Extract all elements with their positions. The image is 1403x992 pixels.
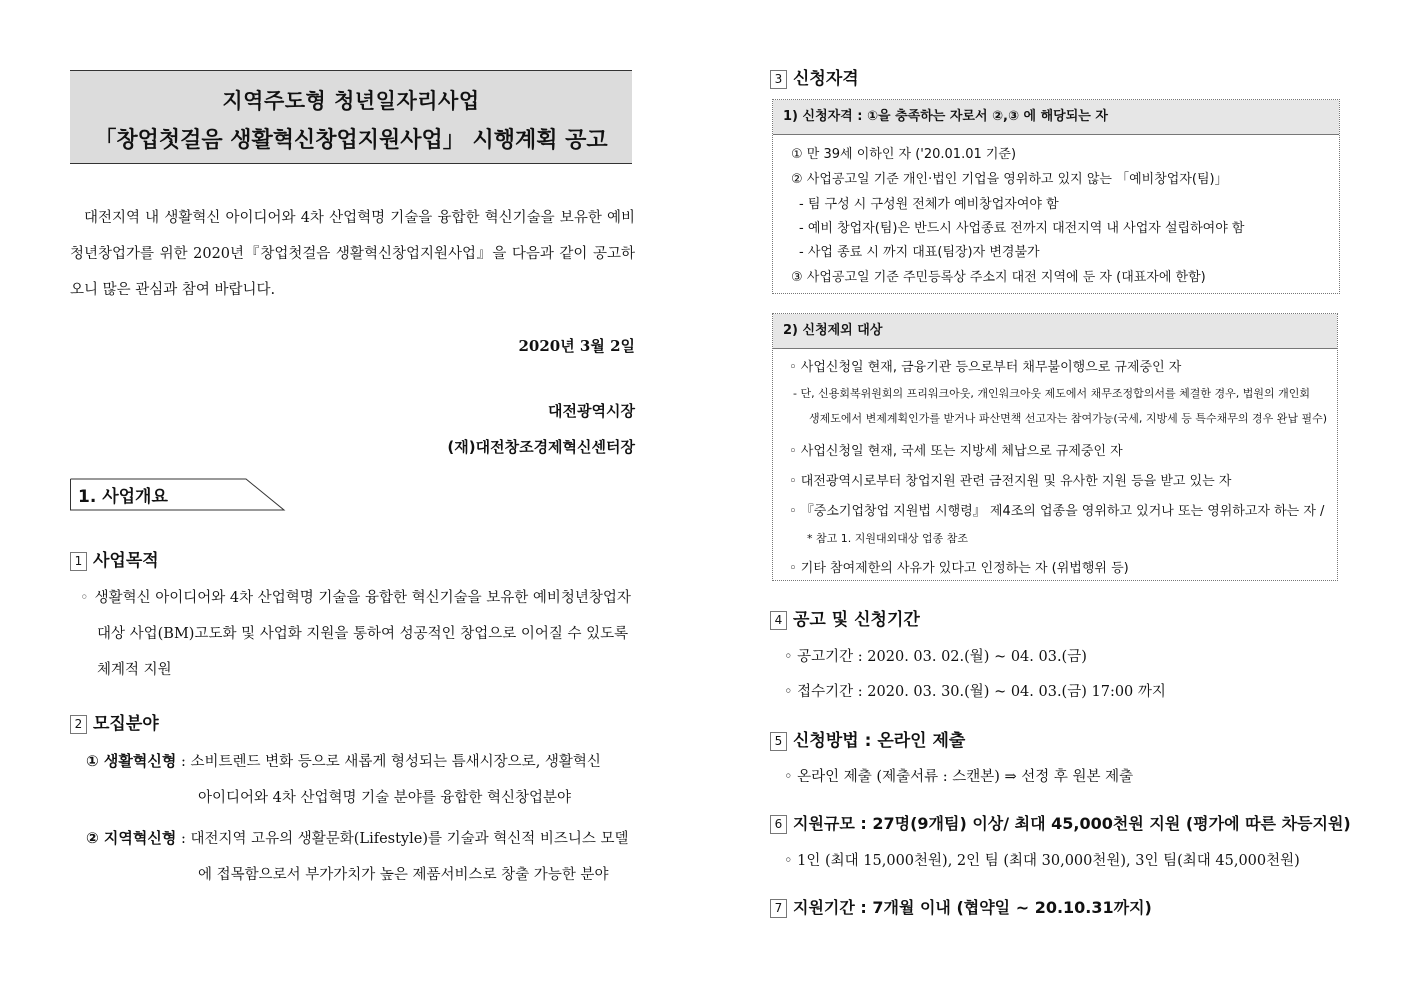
purpose-heading [70, 546, 159, 571]
period-title: 공고 및 신청기간 [793, 610, 920, 630]
scale-title: 지원규모 : 27명(9개팀) 이상/ 최대 45,000천원 지원 (평가에 따른 차등지원) [793, 814, 1351, 833]
field-desc-line: 에 접목함으로서 부가가치가 높은 제품서비스로 창출 가능한 분야 [198, 867, 609, 883]
exclusion-row: ◦ 사업신청일 현재, 금융기관 등으로부터 채무불이행으로 규제중인 자 [789, 360, 1182, 375]
field-desc-line: 아이디어와 4차 산업혁명 기술 분야를 융합한 혁신창업분야 [198, 790, 572, 806]
eligibility-number-box: 3 [770, 70, 787, 89]
fields-number-box: 2 [70, 715, 87, 734]
issuer-center: (재)대전창조경제혁신센터장 [447, 438, 635, 456]
eligibility-heading [770, 64, 859, 89]
eligibility-row: ① 만 39세 이하인 자 ('20.01.01 기준) [791, 147, 1017, 162]
exclusion-row: ◦ 『중소기업창업 지원법 시행령』 제4조의 업종을 영위하고 있거나 또는 영위하고자 하는 자 / [789, 504, 1325, 519]
period-line: ◦ 공고기간 : 2020. 03. 02.(월) ~ 04. 03.(금) [784, 649, 1087, 665]
purpose-content [80, 580, 640, 688]
document-title-box [70, 70, 632, 164]
intro-text: 대전지역 내 생활혁신 아이디어와 4차 산업혁명 기술을 융합한 혁신기술을 보유한 예비청년창업가를 위한 2020년『창업첫걸음 생활혁신창업지원사업』을 다음과 같이 공고하오니 많은 관심과 참여 바랍니다. [70, 210, 635, 298]
duration-heading [770, 895, 1152, 918]
exclusion-row: * 참고 1. 지원대외대상 업종 참조 [807, 532, 968, 545]
eligibility-row: - 사업 종료 시 까지 대표(팀장)자 변경불가 [799, 245, 1040, 260]
period-line: ◦ 접수기간 : 2020. 03. 30.(월) ~ 04. 03.(금) 17:00 까지 [784, 684, 1166, 700]
scale-line: ◦ 1인 (최대 15,000천원), 2인 팀 (최대 30,000천원), 3인 팀(최대 45,000천원) [784, 853, 1300, 869]
eligibility-row: ③ 사업공고일 기준 주민등록상 주소지 대전 지역에 둔 자 (대표자에 한함) [791, 270, 1206, 285]
duration-title: 지원기간 : 7개월 이내 (협약일 ~ 20.10.31까지) [793, 898, 1152, 917]
issuer-mayor: 대전광역시장 [548, 402, 635, 420]
field-label: ② 지역혁신형 [86, 829, 177, 847]
exclusion-row: ◦ 기타 참여제한의 사유가 있다고 인정하는 자 (위법행위 등) [789, 561, 1129, 576]
field-desc-line: 대전지역 고유의 생활문화(Lifestyle)를 기술과 혁신적 비즈니스 모델 [190, 831, 629, 847]
field-item-1: ① 생활혁신형 : 소비트렌드 변화 등으로 새롭게 형성되는 틈새시장으로, 생활혁신 아이디어와 4차 산업혁명 기술 분야를 융합한 혁신창업분야 [86, 743, 646, 816]
method-heading [770, 726, 965, 751]
exclusion-box-header: 2) 신청제외 대상 [773, 314, 1337, 349]
eligibility-row: ② 사업공고일 기준 개인·법인 기업을 영위하고 있지 않는 「예비창업자(팀)」 [791, 172, 1228, 187]
field-label: ① 생활혁신형 [86, 752, 177, 770]
scale-heading [770, 811, 1351, 834]
announcement-date: 2020년 3월 2일 [518, 337, 635, 355]
purpose-title: 사업목적 [93, 551, 159, 571]
purpose-line: 체계적 지원 [97, 662, 172, 678]
exclusion-row: ◦ 사업신청일 현재, 국세 또는 지방세 체납으로 규제중인 자 [789, 444, 1123, 459]
field-item-2: ② 지역혁신형 : 대전지역 고유의 생활문화(Lifestyle)를 기술과 혁신적 비즈니스 모델 에 접목함으로서 부가가치가 높은 제품서비스로 창출 가능한 분야 [86, 820, 646, 893]
exclusion-box [772, 313, 1338, 581]
exclusion-row: 생제도에서 변제계획인가를 받거나 파산면책 선고자는 참여가능(국세, 지방세 등 특수채무의 경우 완납 필수) [809, 412, 1328, 425]
scale-number-box: 6 [770, 815, 787, 834]
method-line: ◦ 온라인 제출 (제출서류 : 스캔본) ⇒ 선정 후 원본 제출 [784, 769, 1134, 785]
eligibility-box-header: 1) 신청자격 : ①을 충족하는 자로서 ②,③ 에 해당되는 자 [773, 100, 1339, 135]
eligibility-title: 신청자격 [793, 69, 859, 89]
purpose-bullet: ◦ [80, 590, 89, 606]
eligibility-row: - 예비 창업자(팀)은 반드시 사업종료 전까지 대전지역 내 사업자 설립하여야 함 [799, 221, 1245, 236]
exclusion-row: ◦ 대전광역시로부터 창업지원 관련 금전지원 및 유사한 지원 등을 받고 있는 자 [789, 474, 1232, 489]
field-desc-line: 소비트렌드 변화 등으로 새롭게 형성되는 틈새시장으로, 생활혁신 [190, 754, 601, 770]
exclusion-row: - 단, 신용회복위원회의 프리워크아웃, 개인워크아웃 제도에서 채무조정합의서를 체결한 경우, 법원의 개인회 [793, 387, 1310, 400]
intro-paragraph [70, 200, 635, 308]
fields-heading [70, 709, 159, 734]
period-number-box: 4 [770, 611, 787, 630]
period-heading [770, 605, 920, 630]
purpose-number-box: 1 [70, 552, 87, 571]
section-1-title: 1. 사업개요 [78, 487, 168, 507]
document-title-line1: 지역주도형 청년일자리사업 [222, 89, 480, 113]
fields-title: 모집분야 [93, 714, 159, 734]
document-title-line2: 「창업첫걸음 생활혁신창업지원사업」 시행계획 공고 [94, 128, 608, 153]
purpose-line: 대상 사업(BM)고도화 및 사업화 지원을 통하여 성공적인 창업으로 이어질 수 있도록 [97, 626, 629, 642]
method-title: 신청방법 : 온라인 제출 [793, 731, 966, 751]
duration-number-box: 7 [770, 899, 787, 918]
method-number-box: 5 [770, 732, 787, 751]
eligibility-box [772, 99, 1340, 294]
purpose-line: 생활혁신 아이디어와 4차 산업혁명 기술을 융합한 혁신기술을 보유한 예비청년창업자 [94, 590, 631, 606]
eligibility-row: - 팀 구성 시 구성원 전체가 예비창업자여야 함 [799, 197, 1059, 212]
